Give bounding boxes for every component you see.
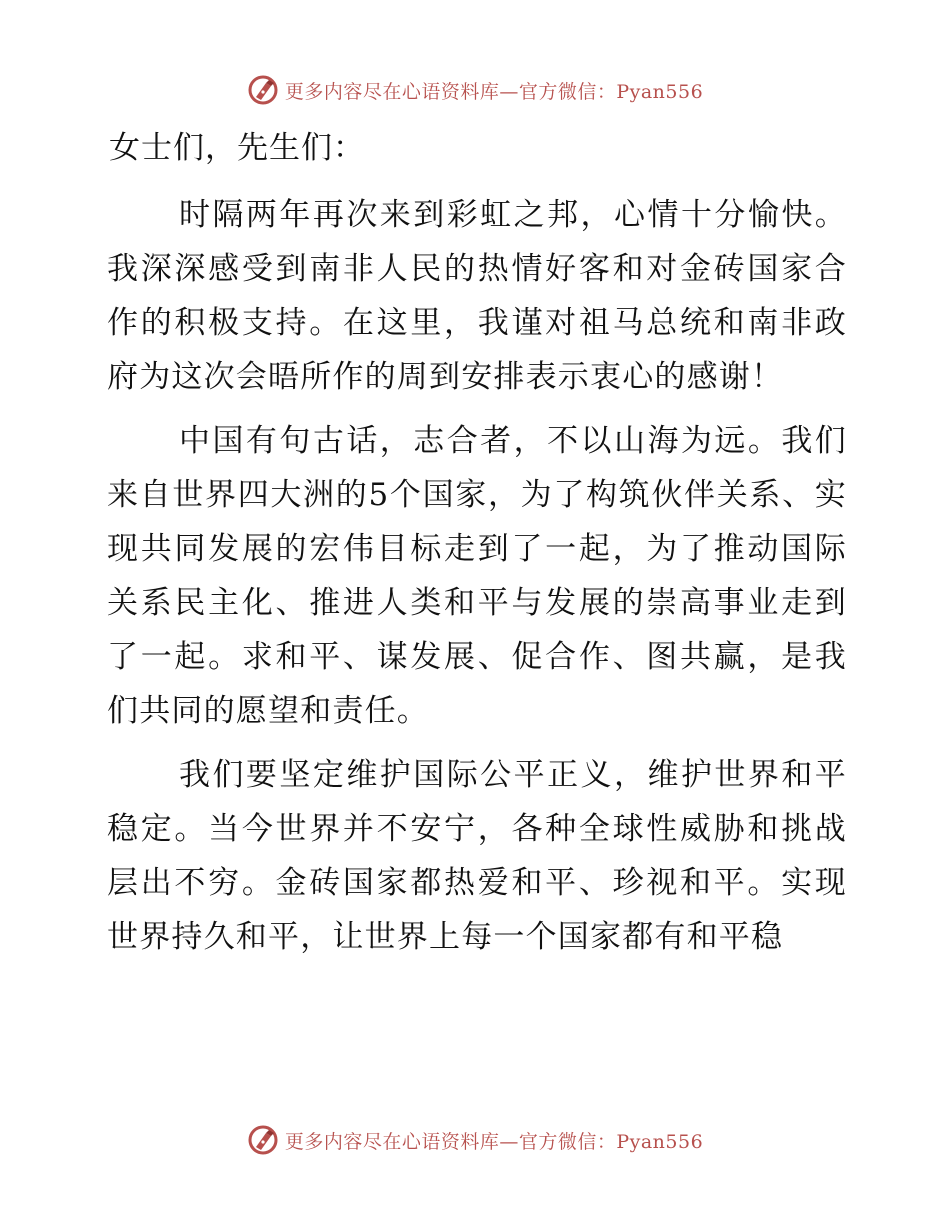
paragraph: 我们要坚定维护国际公平正义，维护世界和平稳定。当今世界并不安宁，各种全球性威胁和挑战层出不穷。金砖国家都热爱和平、珍视和平。实现世界持久和平，让世界上每一个国家都有和平稳	[107, 757, 847, 955]
pen-nib-logo-icon	[247, 1124, 279, 1156]
footer-banner	[0, 1120, 950, 1160]
document-body	[107, 128, 847, 974]
paragraph: 时隔两年再次来到彩虹之邦，心情十分愉快。我深深感受到南非人民的热情好客和对金砖国家合作的积极支持。在这里，我谨对祖马总统和南非政府为这次会晤所作的周到安排表示衷心的感谢！	[107, 197, 847, 395]
header-banner	[0, 70, 950, 110]
salutation: 女士们，先生们：	[109, 130, 365, 166]
pen-nib-logo-icon	[247, 74, 279, 106]
banner-text: 更多内容尽在心语资料库—官方微信：Pyan556	[284, 80, 704, 103]
paragraph: 中国有句古话，志合者，不以山海为远。我们来自世界四大洲的5个国家，为了构筑伙伴关系、实现共同发展的宏伟目标走到了一起，为了推动国际关系民主化、推进人类和平与发展的崇高事业走到了一起。求和平、谋发展、促合作、图共赢，是我们共同的愿望和责任。	[107, 423, 847, 729]
banner-text: 更多内容尽在心语资料库—官方微信：Pyan556	[284, 1130, 704, 1153]
